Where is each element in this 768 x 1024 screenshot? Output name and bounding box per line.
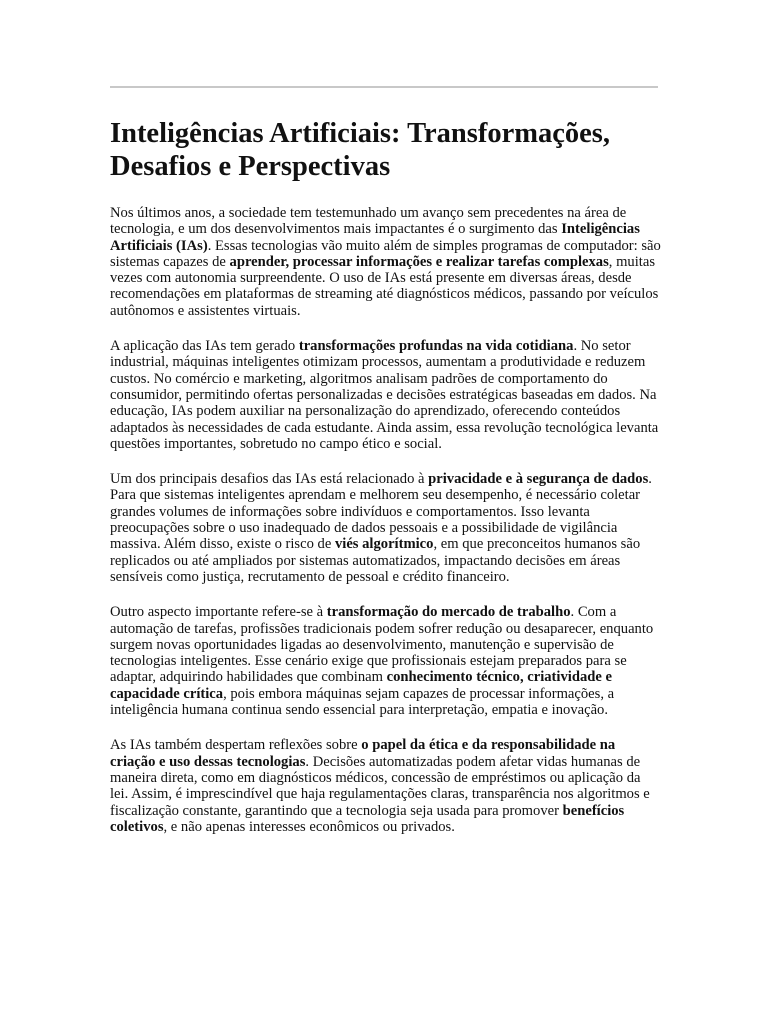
bold-run: transformação do mercado de trabalho — [326, 604, 571, 621]
paragraph-4 — [110, 604, 662, 718]
bold-run: transformações profundas na vida cotidiana — [298, 338, 574, 355]
text-run: . Para que sistemas inteligentes aprendam e melhorem seu desempenho, é necessário coletar grandes volumes de informações sobre indivíduos e comportamentos. Isso levanta preocupações sobre o uso inadequado de dados pessoais e a possibilidade de vigilância massiva. Além disso, existe o risco de — [110, 471, 652, 553]
text-run: Nos últimos anos, a sociedade tem testemunhado um avanço sem precedentes na área de tecnologia, e um dos desenvolvimentos mais impactantes é o surgimento das — [110, 205, 627, 238]
bold-run: benefícios coletivos — [110, 802, 625, 835]
text-run: . Com a automação de tarefas, profissões tradicionais podem sofrer redução ou desaparecer, enquanto surgem novas oportunidades ligadas ao desenvolvimento, manutenção e supervisão de tecnologias inteligentes. Esse cenário exige que profissionais estejam preparados para se adaptar, adquirindo habilidades que combinam — [110, 604, 654, 686]
text-run: , em que preconceitos humanos são replicados ou até ampliados por sistemas automatizados, impactando decisões em áreas sensíveis como justiça, recrutamento de pessoal e crédito financeiro. — [110, 536, 641, 585]
paragraph-3 — [110, 471, 662, 585]
bold-run: Inteligências Artificiais (IAs) — [110, 221, 640, 254]
paragraph-5 — [110, 737, 662, 835]
text-run: , muitas vezes com autonomia surpreendente. O uso de IAs está presente em diversas áreas, desde recomendações em plataformas de streaming até diagnósticos médicos, passando por veículos autônomos e assistentes virtuais. — [110, 253, 659, 319]
paragraph-1 — [110, 205, 662, 319]
bold-run: viés algorítmico — [334, 536, 434, 553]
top-divider — [110, 86, 658, 88]
bold-run: aprender, processar informações e realizar tarefas complexas — [229, 253, 609, 270]
text-run: . Essas tecnologias vão muito além de simples programas de computador: são sistemas capazes de — [110, 237, 661, 270]
document-body — [110, 205, 662, 854]
bold-run: conhecimento técnico, criatividade e capacidade crítica — [110, 669, 612, 702]
document-title: Inteligências Artificiais: Transformações, Desafios e Perspectivas — [110, 118, 610, 182]
text-run: Um dos principais desafios das IAs está relacionado à — [110, 471, 429, 488]
text-run: . No setor industrial, máquinas inteligentes otimizam processos, aumentam a produtividade e reduzem custos. No comércio e marketing, algoritmos analisam padrões de comportamento do consumidor, permitindo ofertas personalizadas e decisões estratégicas baseadas em dados. Na educação, IAs podem auxiliar na personalização do aprendizado, oferecendo conteúdos adaptados às necessidades de cada estudante. Ainda assim, essa revolução tecnológica levanta questões importantes, sobretudo no campo ético e social. — [110, 338, 659, 452]
text-run: A aplicação das IAs tem gerado — [110, 338, 299, 355]
bold-run: o papel da ética e da responsabilidade na criação e uso dessas tecnologias — [110, 737, 616, 770]
text-run: As IAs também despertam reflexões sobre — [110, 737, 362, 754]
text-run: , e não apenas interesses econômicos ou privados. — [163, 818, 455, 835]
text-run: Outro aspecto importante refere-se à — [110, 604, 327, 621]
text-run: , pois embora máquinas sejam capazes de processar informações, a inteligência humana continua sendo essencial para interpretação, empatia e inovação. — [110, 685, 615, 719]
text-run: . Decisões automatizadas podem afetar vidas humanas de maneira direta, como em diagnósticos médicos, concessão de empréstimos ou aplicação da lei. Assim, é imprescindível que haja regulamentações claras, transparência nos algoritmos e fiscalização constante, garantindo que a tecnologia seja usada para promover — [110, 753, 650, 819]
paragraph-2 — [110, 338, 662, 452]
bold-run: privacidade e à segurança de dados — [428, 471, 649, 488]
